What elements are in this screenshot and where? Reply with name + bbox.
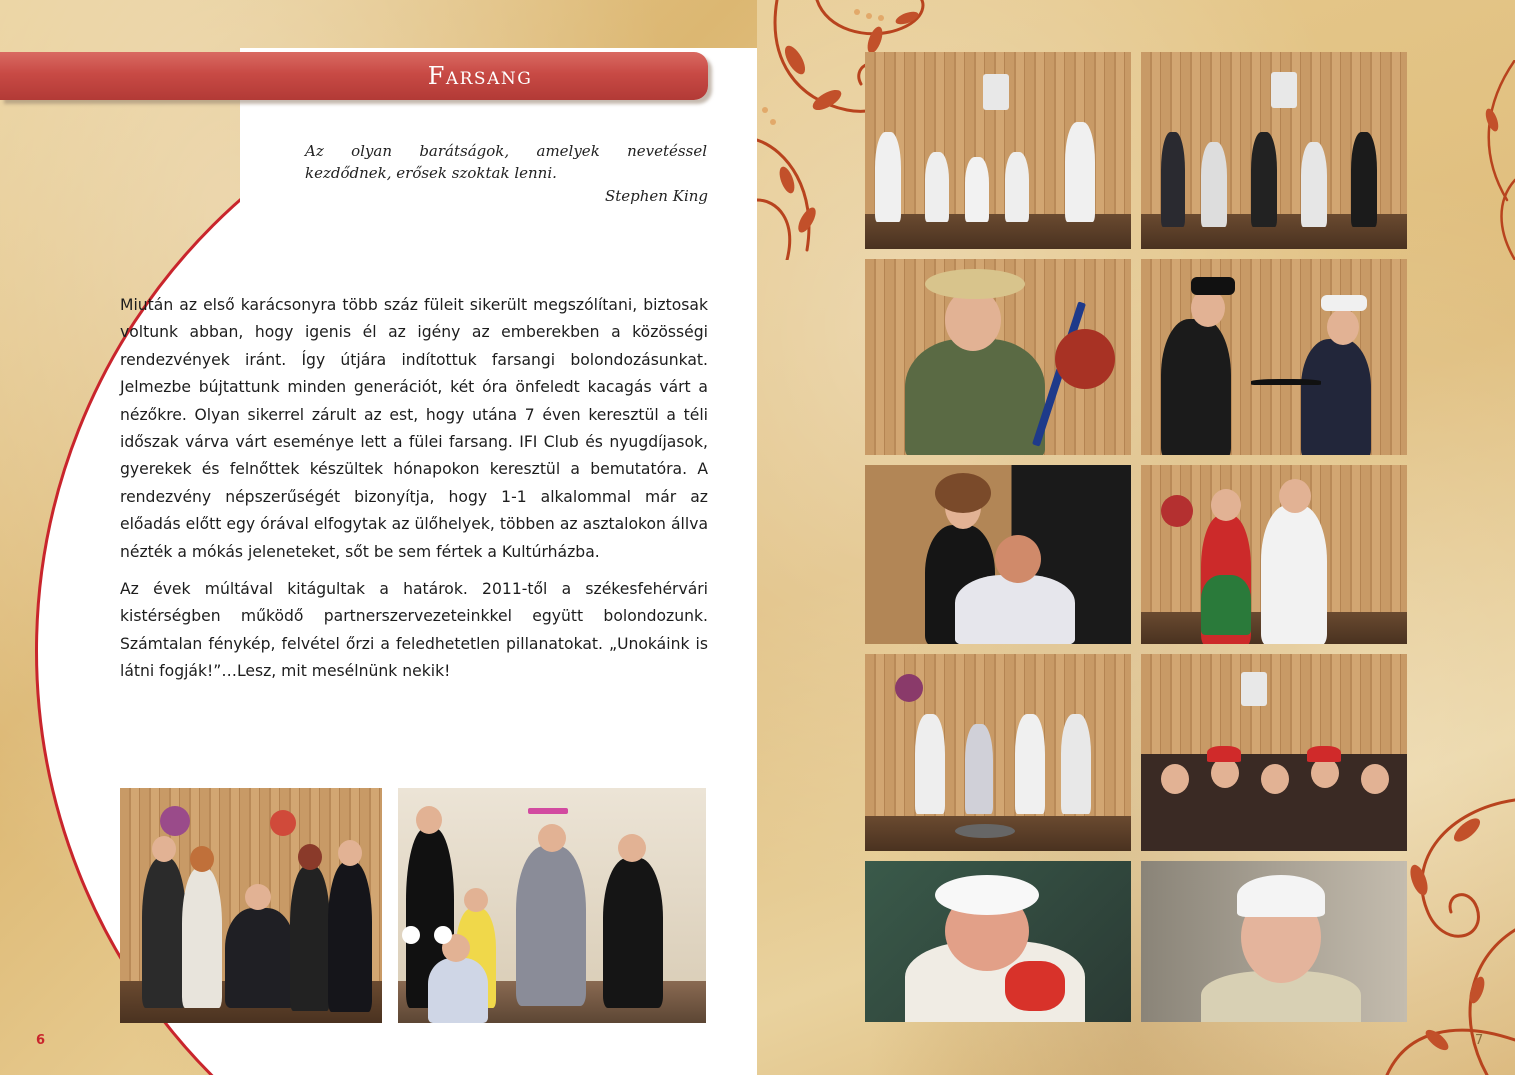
page-number-right: 7 (1475, 1033, 1484, 1048)
quote-text: Az olyan barátságok, amelyek nevetéssel kezdődnek, erősek szoktak lenni. (305, 142, 707, 182)
paragraph-1: Miután az első karácsonyra több száz füleit sikerült megszólítani, biztosak voltunk abban, hogy igenis él az igény az emberekben a közösségi rendezvények iránt. Így útjára indítottuk farsangi bolondozásunkat. Jelmezbe bújtattunk minden generációt, két óra önfeledt kacagás várt a nézőkre. Olyan sikerrel zárult az est, hogy utána 7 éven keresztül a téli időszak várva várt eseménye lett a fülei farsang. IFI Club és nyugdíjasok, gyerekek és felnőttek készültek hónapokon keresztül a bemutatóra. A rendezvény népszerűségét bizonyítja, hogy 1-1 alkalommal már az előadás előtt egy órával elfogytak az ülőhelyek, többen az asztalokon állva nézték a mókás jeleneteket, sőt be sem fértek a Kultúrházba. (120, 296, 708, 561)
photo-dark-costume-scene (865, 465, 1131, 644)
photo-straw-hat-man (865, 259, 1131, 455)
photo-police-costume (1141, 259, 1407, 455)
page-number-left: 6 (36, 1033, 46, 1048)
article-body (120, 292, 708, 696)
photo-children-costumes (398, 788, 706, 1023)
quote-author: Stephen King (604, 187, 708, 205)
swirl-ornament-right-icon (1407, 60, 1515, 260)
right-page (757, 0, 1515, 1075)
photo-stage-sketch (865, 654, 1131, 851)
title-banner (0, 52, 708, 100)
photo-bonnet-man (865, 861, 1131, 1022)
photo-clown-costumes (1141, 465, 1407, 644)
photo-carnival-group (120, 788, 382, 1023)
left-page (0, 0, 757, 1075)
photo-stage-dance (865, 52, 1131, 249)
paragraph-2: Az évek múltával kitágultak a határok. 2011-től a székesfehérvári kistérségben működő partnerszervezeteinkkel együtt bolondozunk. Számtalan fénykép, felvétel őrzi a feledhetetlen pillanatokat. „Unokáink is látni fogják!”…Lesz, mit mesélnünk nekik! (120, 580, 708, 681)
page-title: Farsang (427, 62, 533, 90)
photo-stage-group-performance (1141, 52, 1407, 249)
photo-audience-santa-hats (1141, 654, 1407, 851)
photo-white-cap-man (1141, 861, 1407, 1022)
